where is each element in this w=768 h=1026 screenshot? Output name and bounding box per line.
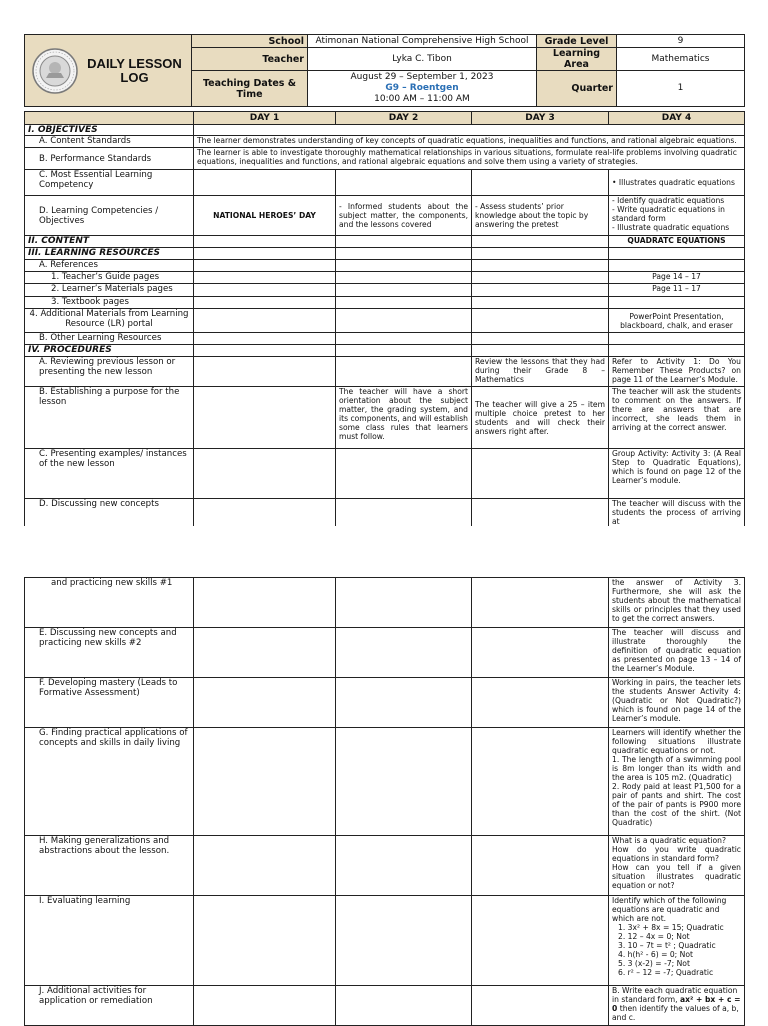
empty-cell: [336, 284, 472, 297]
grade-level-label: Grade Level: [537, 35, 617, 48]
row-label: C. Most Essential Learning Competency: [25, 170, 194, 196]
row-label: 2. Learner’s Materials pages: [25, 284, 194, 297]
deped-seal-icon: [32, 48, 78, 94]
dll-title: DAILY LESSON LOG: [87, 55, 182, 85]
row-label: B. Establishing a purpose for the lesson: [25, 387, 194, 449]
j-text-b: then identify the values of a, b, and c.: [612, 1004, 739, 1022]
list-item: - Write quadratic equations in standard form: [612, 205, 725, 223]
empty-cell: [336, 236, 472, 248]
row-label: A. Reviewing previous lesson or presenting the new lesson: [25, 357, 194, 387]
proc-d-day4-cont: the answer of Activity 3. Furthermore, she will ask the students about the mathematical skills or principles that they used to get the correct answers.: [609, 578, 745, 628]
proc-d-day4: The teacher will discuss with the students the process of arriving at: [609, 499, 745, 527]
standard-form-formula: ax² + bx + c = 0: [612, 995, 741, 1013]
empty-cell: [336, 628, 472, 678]
lm-day4: Page 11 – 17: [609, 284, 745, 297]
content-day4: QUADRATC EQUATIONS: [609, 236, 745, 248]
list-item: - Identify quadratic equations: [612, 196, 725, 205]
empty-cell: [194, 387, 336, 449]
melc-day4: • Illustrates quadratic equations: [609, 170, 745, 196]
empty-cell: [472, 309, 609, 333]
dates-label: Teaching Dates & Time: [192, 71, 308, 107]
competencies-day2: - Informed students about the subject matter, the components, and the lessons covered: [336, 196, 472, 236]
list-item: 2. 12 – 4x = 0; Not: [618, 932, 690, 941]
school-label: School: [192, 35, 308, 48]
j-text-a: B. Write each quadratic equation in standard form,: [612, 986, 738, 1004]
empty-cell: [472, 678, 609, 728]
quarter-label: Quarter: [537, 71, 617, 107]
empty-cell: [472, 836, 609, 896]
row-label: 4. Additional Materials from Learning Resource (LR) portal: [25, 309, 194, 333]
empty-cell: [194, 896, 336, 986]
proc-j-day4: [609, 986, 745, 1026]
empty-cell: [472, 272, 609, 284]
row-label: I. Evaluating learning: [25, 896, 194, 986]
proc-b-day2: The teacher will have a short orientation about the subject matter, the grading system, and its components, and will establish some class rules that learners must follow.: [336, 387, 472, 449]
school-value: Atimonan National Comprehensive High School: [308, 35, 537, 48]
empty-cell: [336, 678, 472, 728]
list-item: 3. 10 – 7t = t² ; Quadratic: [618, 941, 716, 950]
empty-cell: [336, 578, 472, 628]
empty-cell: [472, 170, 609, 196]
empty-cell: [194, 309, 336, 333]
row-label: G. Finding practical applications of concepts and skills in daily living: [25, 728, 194, 836]
class-time: 10:00 AM – 11:00 AM: [374, 94, 470, 104]
empty-cell: [472, 896, 609, 986]
competencies-day4: [609, 196, 745, 236]
proc-b-day3: The teacher will give a 25 – item multiple choice pretest to her students and will check their answers right after.: [472, 387, 609, 449]
empty-cell: [336, 333, 472, 345]
grade-level-value: 9: [617, 35, 745, 48]
section-heading: I. OBJECTIVES: [25, 125, 194, 136]
dates-range: August 29 – September 1, 2023: [350, 72, 494, 82]
proc-e-day4: The teacher will discuss and illustrate thoroughly the definition of quadratic equation as presented on page 13 – 14 of the Learner’s Module.: [609, 628, 745, 678]
empty-cell: [336, 297, 472, 309]
list-item: What is a quadratic equation?: [612, 836, 727, 845]
lr-day4: PowerPoint Presentation, blackboard, chalk, and eraser: [609, 309, 745, 333]
empty-cell: [472, 986, 609, 1026]
empty-cell: [194, 628, 336, 678]
empty-cell: [609, 333, 745, 345]
empty-cell: [472, 345, 609, 357]
list-item: 6. r² – 12 = -7; Quadratic: [618, 968, 714, 977]
empty-cell: [194, 272, 336, 284]
competencies-day1: NATIONAL HEROES’ DAY: [194, 196, 336, 236]
corner-cell: [25, 112, 194, 125]
empty-cell: [472, 728, 609, 836]
empty-cell: [336, 272, 472, 284]
section-heading: III. LEARNING RESOURCES: [25, 248, 194, 260]
day-header: DAY 4: [609, 112, 745, 125]
empty-cell: [194, 678, 336, 728]
day-header: DAY 2: [336, 112, 472, 125]
empty-cell: [194, 499, 336, 527]
empty-cell: [194, 248, 336, 260]
empty-cell: [194, 986, 336, 1026]
i-intro: Identify which of the following equations are quadratic and which are not.: [612, 896, 727, 923]
empty-cell: [472, 578, 609, 628]
proc-c-day4: Group Activity: Activity 3: (A Real Step to Quadratic Equations), which is found on page 12 of the Learner’s module.: [609, 449, 745, 499]
section-heading: II. CONTENT: [25, 236, 194, 248]
empty-cell: [336, 345, 472, 357]
empty-cell: [472, 236, 609, 248]
empty-cell: [336, 836, 472, 896]
g-intro: Learners will identify whether the following situations illustrate quadratic equations or not.: [612, 728, 741, 755]
row-label: and practicing new skills #1: [25, 578, 194, 628]
empty-cell: [336, 309, 472, 333]
performance-standards-text: The learner is able to investigate thoroughly mathematical relationships in various situations, formulate real-life problems involving quadratic equations, inequalities and functions, and rational algebraic equations and solve them using a variety of strategies.: [194, 148, 745, 170]
learning-area-label: Learning Area: [537, 48, 617, 71]
row-label: J. Additional activities for application or remediation: [25, 986, 194, 1026]
empty-cell: [472, 333, 609, 345]
empty-cell: [194, 236, 336, 248]
row-label: E. Discussing new concepts and practicing new skills #2: [25, 628, 194, 678]
proc-f-day4: Working in pairs, the teacher lets the students Answer Activity 4: (Quadratic or Not Quadratic?) which is found on page 14 of the Learner’s module.: [609, 678, 745, 728]
list-item: 2. Rody paid at least P1,500 for a pair of pants and shirt. The cost of the pair of pants is P900 more than the cost of the shirt. (Not Quadratic): [612, 782, 741, 827]
row-label: B. Performance Standards: [25, 148, 194, 170]
empty-cell: [194, 170, 336, 196]
row-label: D. Learning Competencies / Objectives: [25, 196, 194, 236]
row-label: H. Making generalizations and abstractions about the lesson.: [25, 836, 194, 896]
empty-cell: [194, 357, 336, 387]
empty-cell: [194, 345, 336, 357]
empty-cell: [194, 125, 745, 136]
empty-cell: [472, 449, 609, 499]
list-item: 1. 3x² + 8x = 15; Quadratic: [618, 923, 724, 932]
empty-cell: [336, 728, 472, 836]
empty-cell: [472, 499, 609, 527]
empty-cell: [336, 357, 472, 387]
empty-cell: [472, 248, 609, 260]
list-item: 5. 3 (x-2) = -7; Not: [618, 959, 690, 968]
proc-a-day4: Refer to Activity 1: Do You Remember These Products? on page 11 of the Learner’s Module.: [609, 357, 745, 387]
empty-cell: [194, 836, 336, 896]
empty-cell: [336, 260, 472, 272]
empty-cell: [194, 297, 336, 309]
empty-cell: [336, 499, 472, 527]
empty-cell: [609, 297, 745, 309]
section-heading: IV. PROCEDURES: [25, 345, 194, 357]
proc-b-day4: The teacher will ask the students to comment on the answers. If there are answers that are incorrect, she leads them in arriving at the correct answer.: [609, 387, 745, 449]
empty-cell: [194, 260, 336, 272]
lesson-table-page1: [24, 111, 745, 526]
empty-cell: [336, 986, 472, 1026]
proc-a-day3: Review the lessons that they had during their Grade 8 – Mathematics: [472, 357, 609, 387]
empty-cell: [472, 628, 609, 678]
header-table: [24, 34, 745, 107]
proc-h-day4: [609, 836, 745, 896]
empty-cell: [609, 345, 745, 357]
empty-cell: [336, 248, 472, 260]
empty-cell: [472, 284, 609, 297]
row-label: 3. Textbook pages: [25, 297, 194, 309]
teacher-label: Teacher: [192, 48, 308, 71]
empty-cell: [609, 260, 745, 272]
empty-cell: [194, 728, 336, 836]
empty-cell: [336, 896, 472, 986]
competencies-day3: - Assess students’ prior knowledge about the topic by answering the pretest: [472, 196, 609, 236]
empty-cell: [472, 260, 609, 272]
lesson-table-page2: [24, 577, 745, 1026]
empty-cell: [336, 170, 472, 196]
list-item: How can you tell if a given situation illustrates quadratic equation or not?: [612, 863, 741, 890]
learning-area-value: Mathematics: [617, 48, 745, 71]
row-label: C. Presenting examples/ instances of the new lesson: [25, 449, 194, 499]
row-label: 1. Teacher’s Guide pages: [25, 272, 194, 284]
list-item: - Illustrate quadratic equations: [612, 223, 730, 232]
empty-cell: [194, 449, 336, 499]
dates-value: [308, 71, 537, 107]
row-label: A. References: [25, 260, 194, 272]
empty-cell: [472, 297, 609, 309]
teacher-value: Lyka C. Tibon: [308, 48, 537, 71]
empty-cell: [194, 578, 336, 628]
empty-cell: [194, 284, 336, 297]
list-item: 1. The length of a swimming pool is 8m longer than its width and the area is 105 m2. (Quadratic): [612, 755, 741, 782]
tg-day4: Page 14 – 17: [609, 272, 745, 284]
section-name: G9 – Roentgen: [385, 83, 459, 93]
row-label: A. Content Standards: [25, 136, 194, 148]
row-label: F. Developing mastery (Leads to Formative Assessment): [25, 678, 194, 728]
empty-cell: [194, 333, 336, 345]
list-item: How do you write quadratic equations in standard form?: [612, 845, 741, 863]
proc-g-day4: [609, 728, 745, 836]
row-label: D. Discussing new concepts: [25, 499, 194, 527]
row-label: B. Other Learning Resources: [25, 333, 194, 345]
proc-i-day4: [609, 896, 745, 986]
day-header: DAY 3: [472, 112, 609, 125]
empty-cell: [336, 449, 472, 499]
day-header: DAY 1: [194, 112, 336, 125]
content-standards-text: The learner demonstrates understanding of key concepts of quadratic equations, inequalities and functions, and rational algebraic equations.: [194, 136, 745, 148]
header-logo-cell: [25, 35, 192, 107]
list-item: 4. h(h² - 6) = 0; Not: [618, 950, 693, 959]
quarter-value: 1: [617, 71, 745, 107]
empty-cell: [609, 248, 745, 260]
